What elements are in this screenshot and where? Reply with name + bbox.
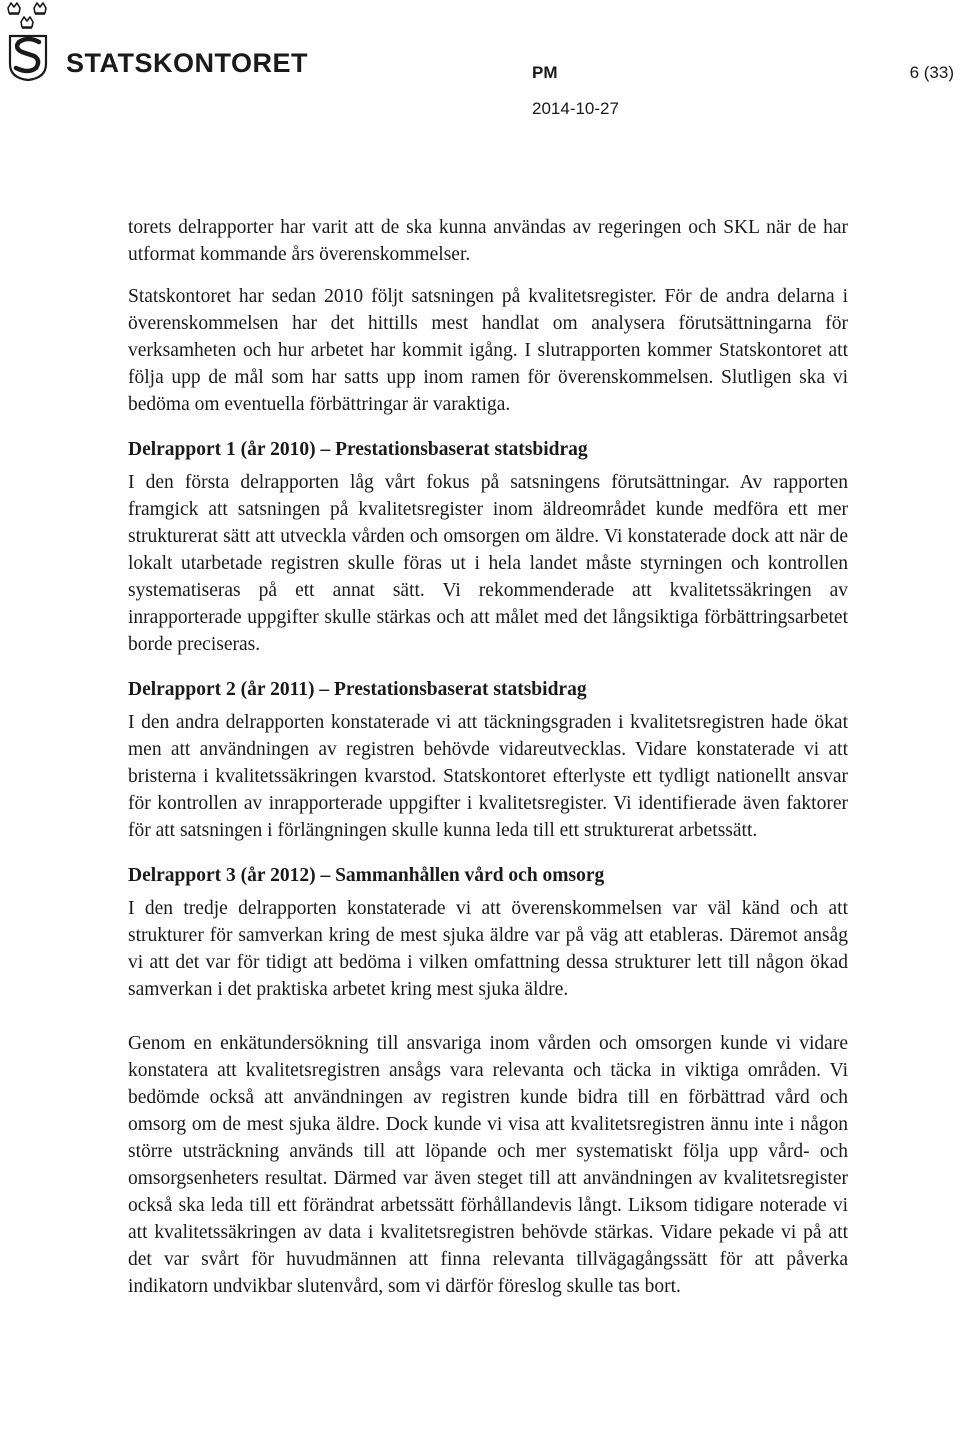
paragraph: I den andra delrapporten konstaterade vi att täckningsgraden i kvalitetsregistren hade ökat men att användningen av registren behövde vidareutvecklas. Vidare konstaterade vi att bristerna i kvalitetssäkringen kvarstod. Statskontoret efterlyste ett tydligt nationellt ansvar för kontrollen av inrapporterade uppgifter i kvalitetsregister. Vi identifierade även faktorer för att satsningen i förlängningen skulle kunna leda till ett strukturerat arbetssätt. <box>128 712 848 841</box>
page-header <box>0 0 960 118</box>
paragraph: I den tredje delrapporten konstaterade vi att överenskommelsen var väl känd och att strukturer för samverkan kring de mest sjuka äldre var på väg att etableras. Däremot ansåg vi att det var för tidigt att bedöma i vilken omfattning dessa strukturer lett till någon ökad samverkan i det praktiska arbetet kring mest sjuka äldre. <box>128 898 848 1000</box>
document-date: 2014-10-27 <box>532 99 619 118</box>
section-heading: Delrapport 2 (år 2011) – Prestationsbaserat statsbidrag <box>128 679 587 700</box>
section-heading: Delrapport 3 (år 2012) – Sammanhållen vård och omsorg <box>128 865 605 886</box>
paragraph: torets delrapporter har varit att de ska kunna användas av regeringen och SKL när de har utformat kommande års överenskommelser. <box>128 217 848 265</box>
document-type: PM <box>532 63 558 82</box>
statskontoret-crowns-logo-icon <box>4 2 52 82</box>
document-body <box>128 214 848 1315</box>
paragraph: Statskontoret har sedan 2010 följt satsningen på kvalitetsregister. För de andra delarna i överenskommelsen har det hittills mest handlat om analysera förutsättningarna för verksamheten och hur arbetet har kommit igång. I slutrapporten kommer Statskontoret att följa upp de mål som har satts upp inom ramen för överenskommelsen. Slutligen ska vi bedöma om eventuella förbättringar är varaktiga. <box>128 286 848 415</box>
org-name: STATSKONTORET <box>66 48 308 78</box>
section-heading: Delrapport 1 (år 2010) – Prestationsbaserat statsbidrag <box>128 439 588 460</box>
page-number: 6 (33) <box>909 63 954 82</box>
paragraph: Genom en enkätundersökning till ansvariga inom vården och omsorgen kunde vi vidare konstatera att kvalitetsregistren ansågs vara relevanta och täcka in viktiga områden. Vi bedömde också att användningen av registren kunde bidra till en förbättrad vård och omsorg om de mest sjuka äldre. Dock kunde vi visa att kvalitetsregistren ännu inte i någon större utsträckning används till att löpande och mer systematiskt följa upp vård- och omsorgsenheters resultat. Därmed var även steget till att användningen av kvalitetsregister också ska leda till ett förändrat arbetssätt förhållandevis långt. Liksom tidigare noterade vi att kvalitetssäkringen av data i kvalitetsregistren behövde stärkas. Vidare pekade vi på att det var svårt för huvudmännen att finna relevanta tillvägagångssätt för att påverka indikatorn undvikbar slutenvård, som vi därför föreslog skulle tas bort. <box>128 1033 848 1297</box>
paragraph: I den första delrapporten låg vårt fokus på satsningens förutsättningar. Av rapporten framgick att satsningen på kvalitetsregister inom äldreområdet kunde medföra ett mer strukturerat sätt att utveckla vården och omsorgen om äldre. Vi konstaterade dock att när de lokalt utarbetade registren skulle föras ut i hela landet måste styrningen och kontrollen systematiseras på ett annat sätt. Vi rekommenderade att kvalitetssäkringen av inrapporterade uppgifter skulle stärkas och att målet med det långsiktiga förbättringsarbetet borde preciseras. <box>128 472 848 655</box>
